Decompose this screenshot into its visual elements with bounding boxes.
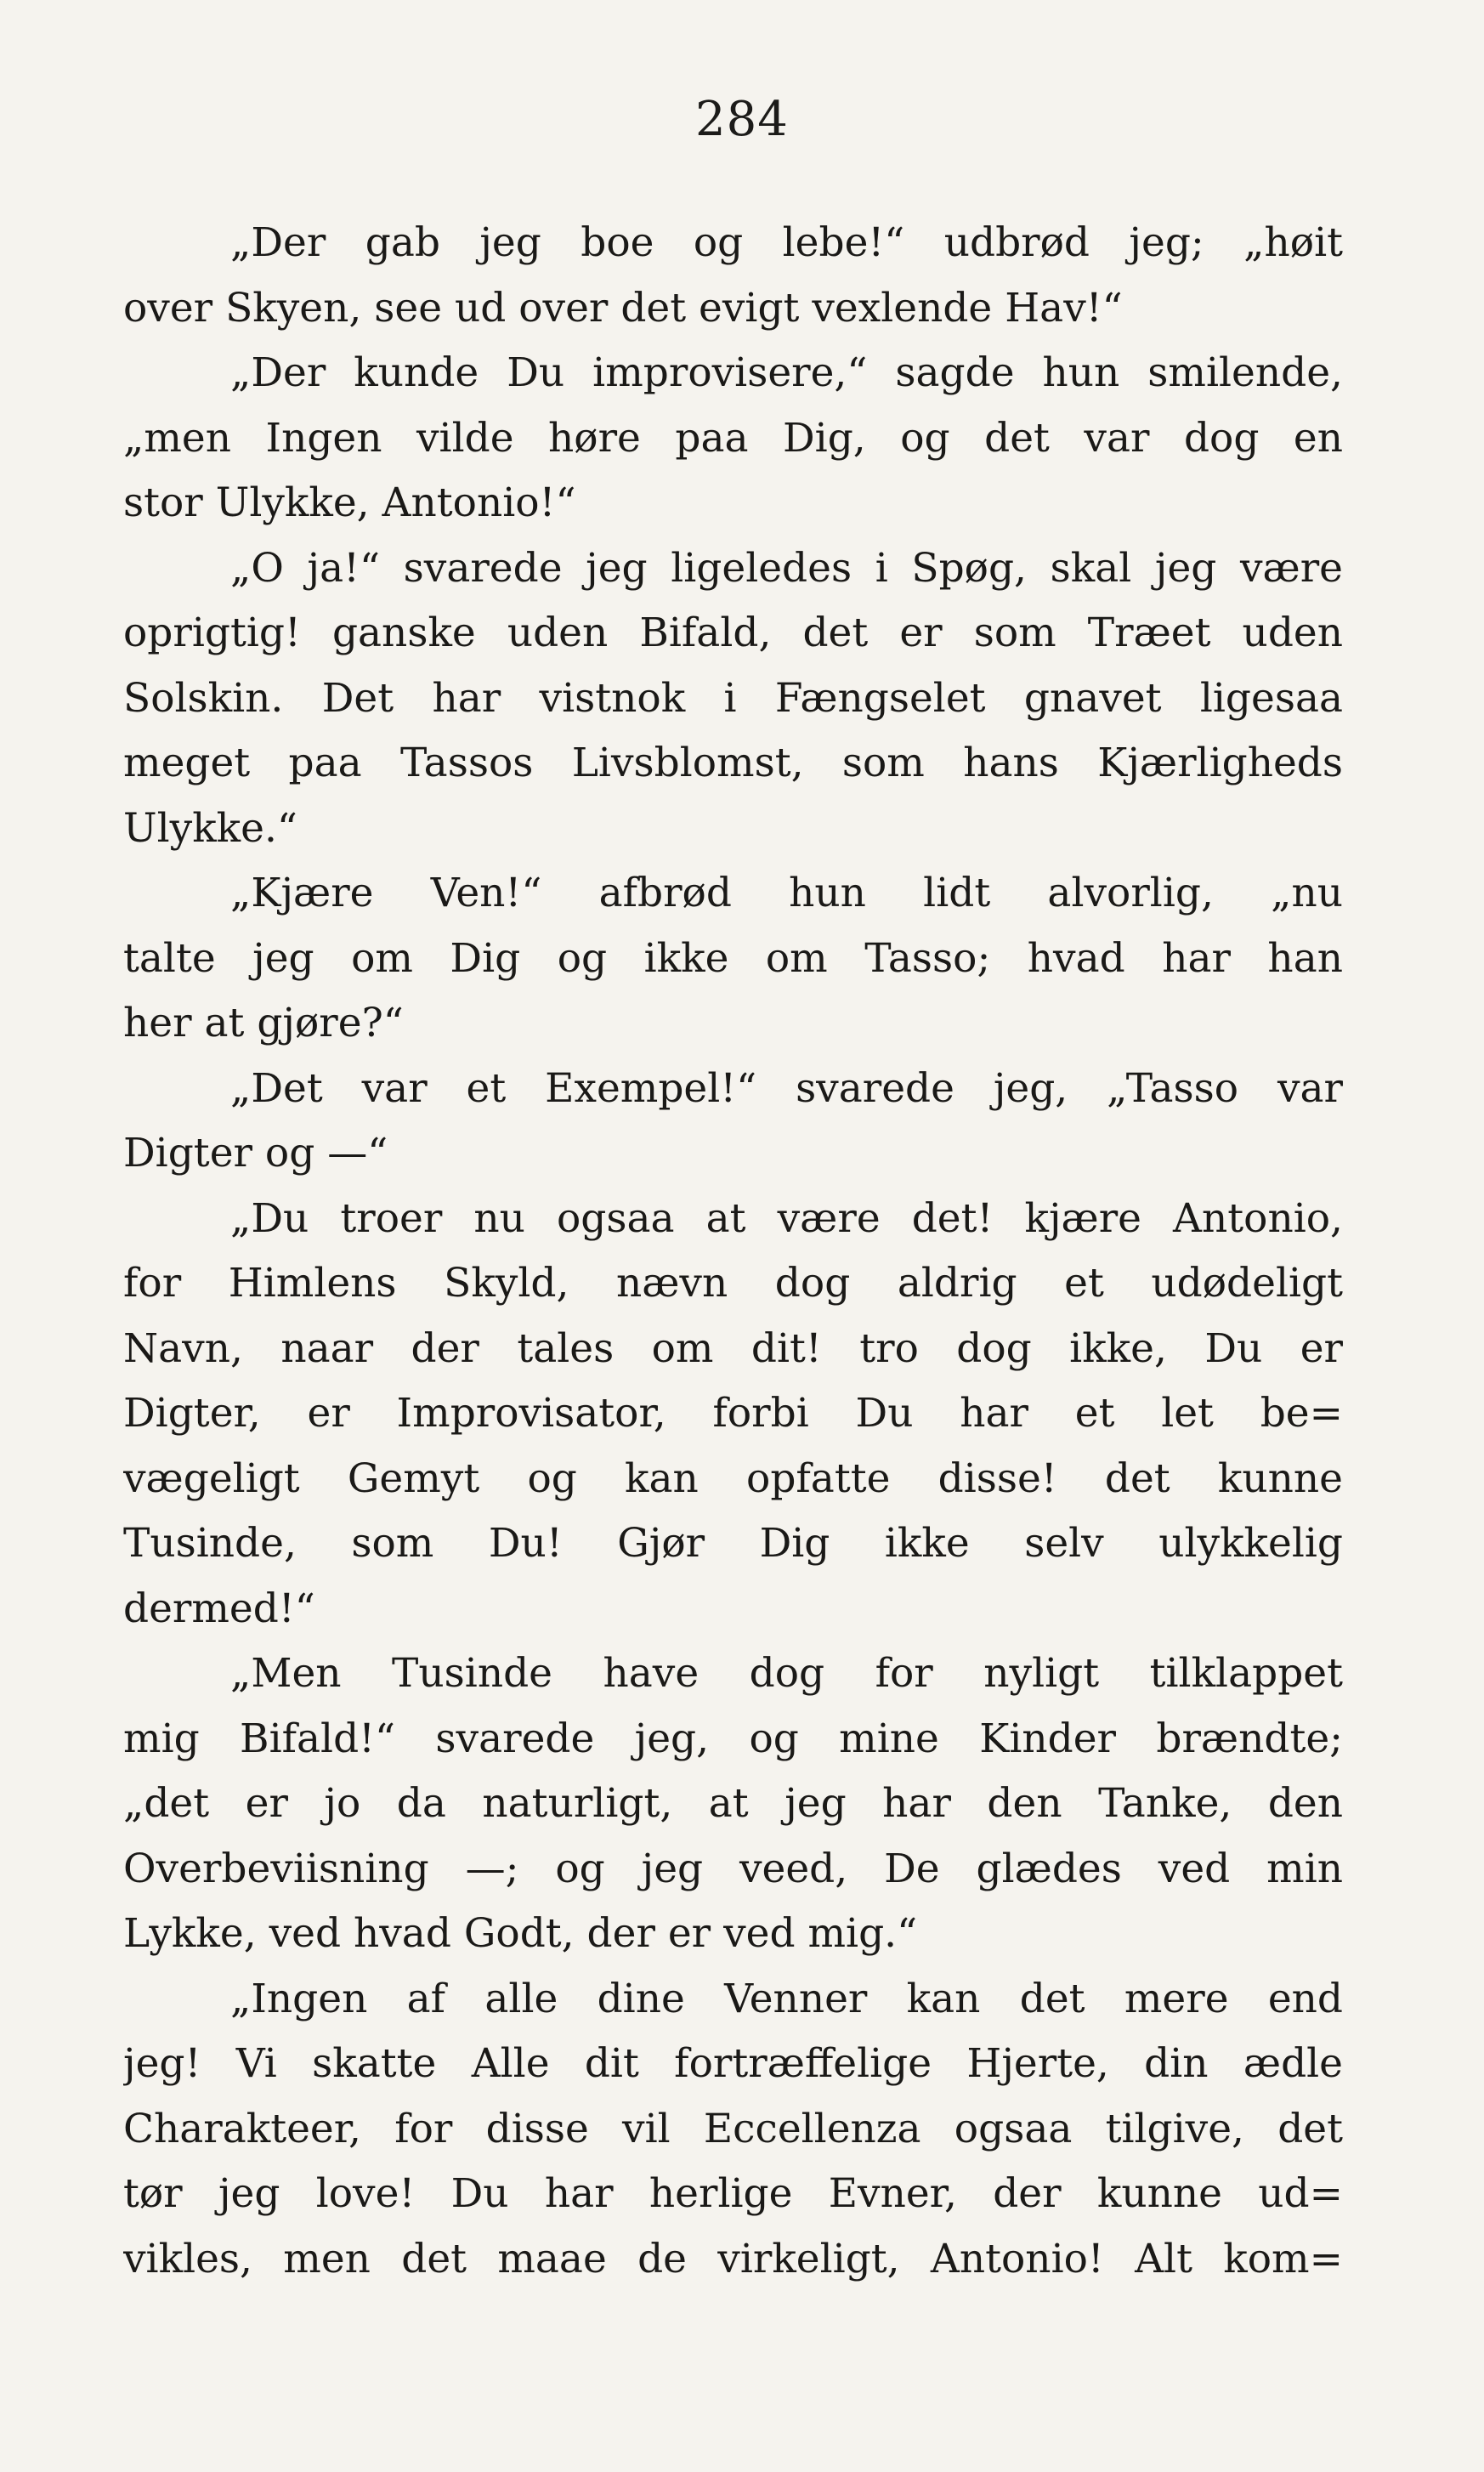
- body-text: [123, 211, 1343, 2292]
- text-line: „Men Tusinde have dog for nyligt tilklappet: [230, 1650, 1343, 1697]
- text-line: „Du troer nu ogsaa at være det! kjære Antonio,: [230, 1194, 1343, 1242]
- text-line: Digter og —“: [123, 1130, 388, 1176]
- text-line: Lykke, ved hvad Godt, der er ved mig.“: [123, 1910, 918, 1957]
- text-line: stor Ulykke, Antonio!“: [123, 479, 576, 526]
- text-line: vægeligt Gemyt og kan opfatte disse! det kunne: [123, 1454, 1343, 1502]
- text-line: Charakteer, for disse vil Eccellenza ogsaa tilgive, det: [123, 2105, 1343, 2152]
- text-line: „det er jo da naturligt, at jeg har den Tanke, den: [123, 1780, 1343, 1827]
- text-line: for Himlens Skyld, nævn dog aldrig et udødeligt: [123, 1260, 1343, 1307]
- text-line: vikles, men det maae de virkeligt, Antonio! Alt kom=: [123, 2235, 1343, 2282]
- text-line: „Det var et Exempel!“ svarede jeg, „Tasso var: [230, 1064, 1343, 1112]
- page-number: 284: [695, 92, 789, 147]
- text-line: oprigtig! ganske uden Bifald, det er som Træet uden: [123, 609, 1343, 656]
- text-line: Digter, er Improvisator, forbi Du har et let be=: [123, 1390, 1343, 1437]
- text-line: Solskin. Det har vistnok i Fængselet gnavet ligesaa: [123, 674, 1343, 722]
- text-line: „Der kunde Du improvisere,“ sagde hun smilende,: [230, 349, 1343, 396]
- text-line: „Ingen af alle dine Venner kan det mere end: [230, 1975, 1343, 2022]
- text-line: talte jeg om Dig og ikke om Tasso; hvad har han: [123, 934, 1343, 982]
- text-line: meget paa Tassos Livsblomst, som hans Kjærligheds: [123, 740, 1343, 786]
- text-line: dermed!“: [123, 1585, 315, 1632]
- text-line: „Kjære Ven!“ afbrød hun lidt alvorlig, „nu: [230, 870, 1343, 916]
- text-line: mig Bifald!“ svarede jeg, og mine Kinder brændte;: [123, 1715, 1343, 1762]
- text-line: „men Ingen vilde høre paa Dig, og det var dog en: [123, 414, 1343, 462]
- text-line: Tusinde, som Du! Gjør Dig ikke selv ulykkelig: [123, 1520, 1343, 1567]
- text-line: tør jeg love! Du har herlige Evner, der kunne ud=: [123, 2170, 1343, 2217]
- text-line: over Skyen, see ud over det evigt vexlende Hav!“: [123, 284, 1123, 332]
- text-line: „Der gab jeg boe og lebe!“ udbrød jeg; „høit: [230, 219, 1343, 266]
- text-line: jeg! Vi skatte Alle dit fortræffelige Hjerte, din ædle: [123, 2040, 1343, 2087]
- text-line: „O ja!“ svarede jeg ligeledes i Spøg, skal jeg være: [230, 544, 1343, 592]
- text-line: Ulykke.“: [123, 804, 297, 852]
- text-line: her at gjøre?“: [123, 1000, 404, 1046]
- text-line: Navn, naar der tales om dit! tro dog ikke, Du er: [123, 1324, 1343, 1372]
- text-line: Overbeviisning —; og jeg veed, De glædes ved min: [123, 1845, 1343, 1892]
